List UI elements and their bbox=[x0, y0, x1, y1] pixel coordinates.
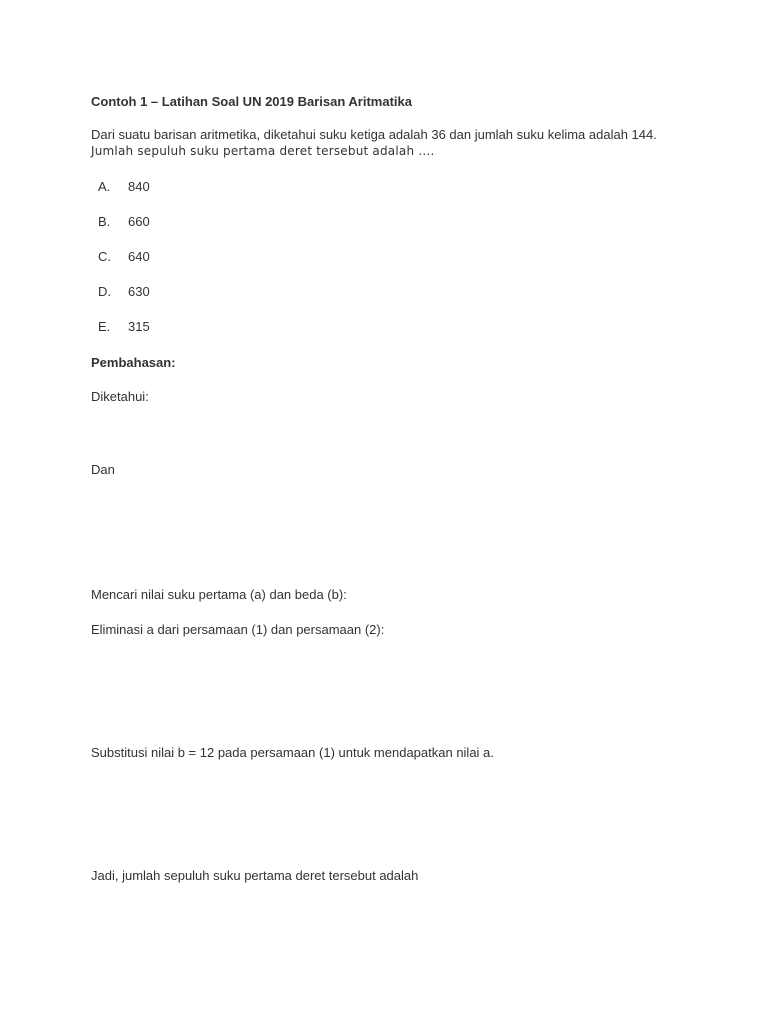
option-letter: E. bbox=[98, 319, 111, 334]
option-d bbox=[98, 283, 150, 300]
eliminate-text: Eliminasi a dari persamaan (1) dan persamaan (2): bbox=[91, 622, 385, 637]
option-value: 660 bbox=[128, 214, 150, 229]
option-b bbox=[98, 213, 150, 230]
and-label: Dan bbox=[91, 462, 115, 477]
option-value: 630 bbox=[128, 284, 150, 299]
option-c bbox=[98, 248, 150, 265]
option-value: 315 bbox=[128, 319, 150, 334]
document-title: Contoh 1 – Latihan Soal UN 2019 Barisan Aritmatika bbox=[91, 94, 412, 109]
find-text: Mencari nilai suku pertama (a) dan beda (b): bbox=[91, 587, 347, 602]
option-value: 840 bbox=[128, 179, 150, 194]
question-text-line-1: Dari suatu barisan aritmetika, diketahui suku ketiga adalah 36 dan jumlah suku kelima adalah 144. bbox=[91, 127, 657, 142]
discussion-heading: Pembahasan: bbox=[91, 355, 176, 370]
option-value: 640 bbox=[128, 249, 150, 264]
option-letter: A. bbox=[98, 179, 111, 194]
option-letter: D. bbox=[98, 284, 111, 299]
known-label: Diketahui: bbox=[91, 389, 149, 404]
substitute-text: Substitusi nilai b = 12 pada persamaan (1) untuk mendapatkan nilai a. bbox=[91, 745, 494, 760]
conclusion-text: Jadi, jumlah sepuluh suku pertama deret tersebut adalah bbox=[91, 868, 419, 883]
question-text-line-2: Jumlah sepuluh suku pertama deret tersebut adalah …. bbox=[91, 144, 435, 158]
option-letter: C. bbox=[98, 249, 111, 264]
option-a bbox=[98, 178, 150, 195]
option-e bbox=[98, 318, 150, 335]
option-letter: B. bbox=[98, 214, 111, 229]
